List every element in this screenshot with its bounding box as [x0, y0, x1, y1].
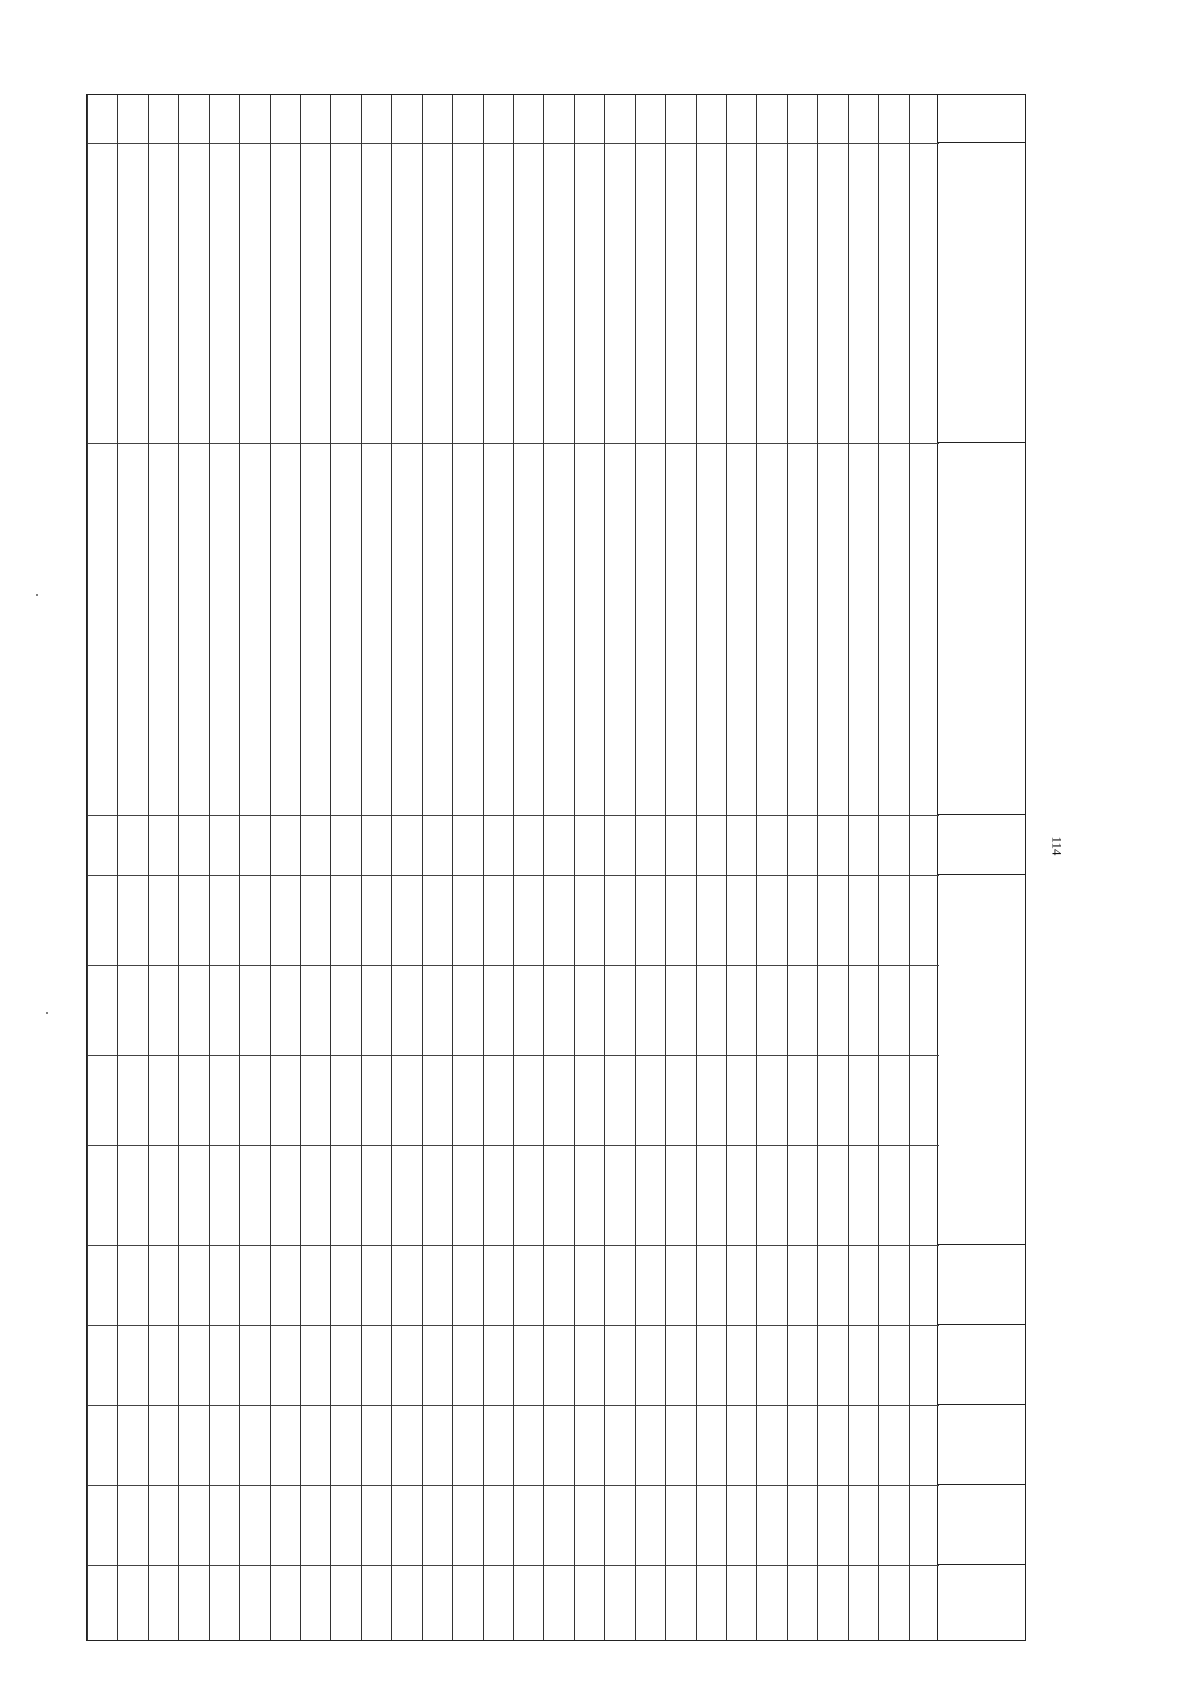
table-header: [937, 95, 1025, 1640]
header-cell: [938, 443, 1025, 815]
table-row: [604, 95, 634, 1640]
table-row: [817, 95, 847, 1640]
scan-speck: [46, 1012, 48, 1014]
header-cell: [938, 1485, 1025, 1565]
table-row: [209, 95, 239, 1640]
header-cell: [938, 875, 1025, 1245]
table-row: [787, 95, 817, 1640]
table-row: [452, 95, 482, 1640]
table-row: [909, 95, 939, 1640]
table-row: [391, 95, 421, 1640]
header-cell: [938, 1565, 1025, 1642]
table-row: [543, 95, 573, 1640]
scan-speck: [36, 594, 38, 596]
table-row: [422, 95, 452, 1640]
table-row: [756, 95, 786, 1640]
table-row: [513, 95, 543, 1640]
repair-schedule-table: [86, 94, 1026, 1641]
table-body: [87, 95, 939, 1640]
table-row: [635, 95, 665, 1640]
table-row: [330, 95, 360, 1640]
table-row: [848, 95, 878, 1640]
header-cell: [938, 815, 1025, 875]
table-row: [361, 95, 391, 1640]
table-row: [178, 95, 208, 1640]
table-row: [483, 95, 513, 1640]
header-cell: [938, 1405, 1025, 1485]
header-cell: [938, 1245, 1025, 1325]
table-row: [726, 95, 756, 1640]
table-row: [574, 95, 604, 1640]
header-cell: [938, 1325, 1025, 1405]
table-row: [878, 95, 908, 1640]
header-cell: [938, 143, 1025, 443]
table-row: [117, 95, 147, 1640]
table-row: [87, 95, 117, 1640]
table-row: [239, 95, 269, 1640]
page-number: 114: [1049, 836, 1065, 856]
table-row: [300, 95, 330, 1640]
table-row: [148, 95, 178, 1640]
table-row: [270, 95, 300, 1640]
table-row: [665, 95, 695, 1640]
header-cell: [938, 95, 1025, 143]
table-row: [696, 95, 726, 1640]
